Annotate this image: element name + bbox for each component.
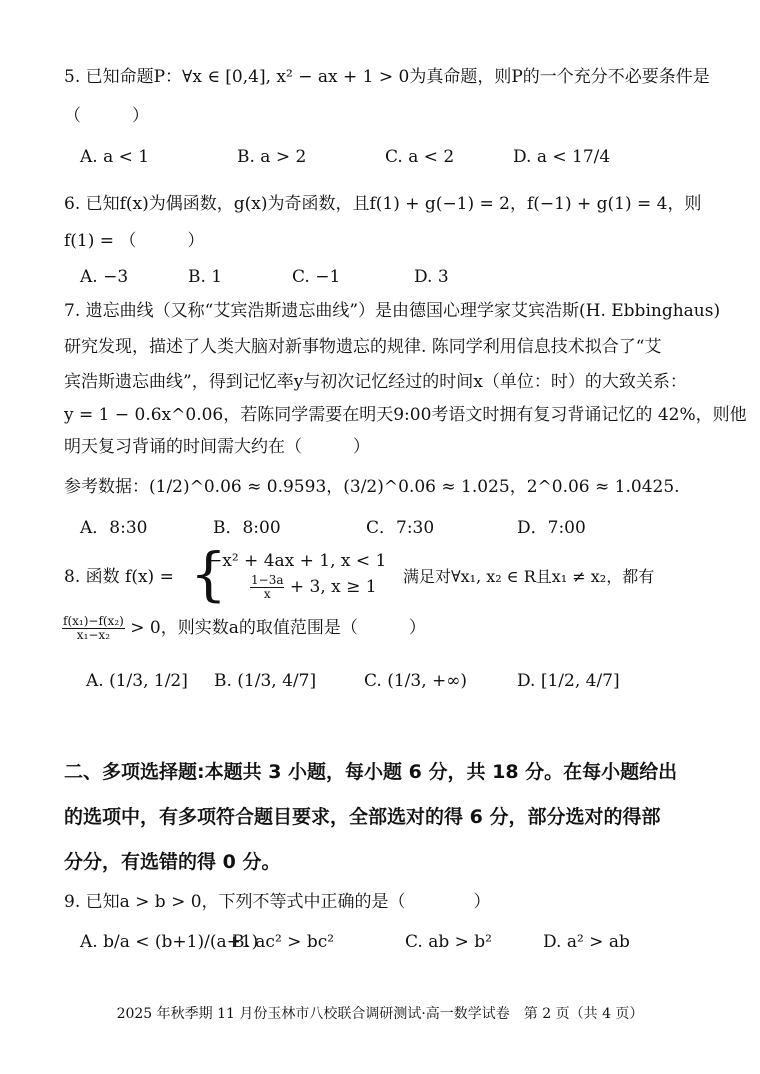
section-2-heading-line-3: 分分，有选错的得 0 分。 (64, 851, 281, 873)
q6-option-b: B. 1 (188, 267, 223, 287)
q7-line-4: y = 1 − 0.6x^0.06，若陈同学需要在明天9:00考语文时拥有复习背诵记忆的 42%，则他 (64, 405, 747, 425)
q8-brace: { (190, 540, 227, 608)
q5-blank: （ ） (64, 106, 149, 126)
q5-option-b: B. a > 2 (237, 147, 307, 167)
q8-piece-1: −x² + 4ax + 1, x < 1 (208, 551, 387, 571)
q9-option-a: A. b/a < (b+1)/(a+1) (80, 932, 259, 952)
q8-condition-text: 满足对∀x₁, x₂ ∈ R且x₁ ≠ x₂，都有 (403, 567, 655, 586)
q5-option-a: A. a < 1 (80, 147, 150, 167)
q6-option-a: A. −3 (80, 267, 129, 287)
q7-reference-data: 参考数据：(1/2)^0.06 ≈ 0.9593，(3/2)^0.06 ≈ 1.025，2^0.06 ≈ 1.0425. (64, 477, 680, 497)
q9-option-d: D. a² > ab (543, 932, 630, 952)
q7-line-5: 明天复习背诵的时间需大约在（ ） (64, 437, 370, 457)
section-2-heading-line-2: 的选项中，有多项符合题目要求，全部选对的得 6 分，部分选对的得部 (64, 806, 661, 828)
q9-option-c: C. ab > b² (405, 932, 492, 952)
q6-option-c: C. −1 (292, 267, 341, 287)
q7-option-b: B．8:00 (213, 518, 281, 538)
q7-line-3: 宾浩斯遗忘曲线”，得到记忆率y与初次记忆经过的时间x（单位：时）的大致关系： (64, 372, 687, 392)
q7-option-c: C．7:30 (366, 518, 435, 538)
q7-line-2: 研究发现，描述了人类大脑对新事物遗忘的规律. 陈同学利用信息技术拟合了“艾 (64, 337, 662, 357)
q8-label: 8. 函数 f(x) = (64, 567, 174, 587)
q8-piece-2-fraction: $\frac{1-3a}{x}$ (251, 573, 284, 601)
q8-piece-2: $\frac{1-3a}{x}$ + 3, x ≥ 1 (251, 573, 377, 601)
page-footer: 2025 年秋季期 11 月份玉林市八校联合调研测试·高一数学试卷 第 2 页（共 4 页） (116, 1006, 644, 1022)
q6-stem-cont: f(1) = （ ） (64, 231, 205, 251)
section-2-heading-line-1: 二、多项选择题:本题共 3 小题，每小题 6 分，共 18 分。在每小题给出 (64, 761, 678, 783)
q8-option-a: A. (1/3, 1/2] (86, 671, 188, 691)
q8-option-c: C. (1/3, +∞) (364, 671, 468, 691)
q8-condition-fraction: $\frac{\text{f(x₁)−f(x₂)}}{\text{x₁−x₂}}$ (63, 614, 124, 642)
q6-option-d: D. 3 (414, 267, 449, 287)
q5-option-c: C. a < 2 (385, 147, 455, 167)
q8-option-d: D. [1/2, 4/7] (517, 671, 620, 691)
q8-condition: $\frac{\text{f(x₁)−f(x₂)}}{\text{x₁−x₂}}$ > 0，则实数a的取值范围是（ ） (63, 614, 426, 642)
q9-option-b: B. ac² > bc² (232, 932, 335, 952)
q7-option-a: A．8:30 (80, 518, 148, 538)
q6-stem: 6. 已知f(x)为偶函数，g(x)为奇函数，且f(1) + g(−1) = 2，f(−1) + g(1) = 4，则 (64, 194, 702, 214)
q9-stem: 9. 已知a > b > 0，下列不等式中正确的是（ ） (64, 892, 491, 912)
q7-option-d: D．7:00 (517, 518, 586, 538)
q7-line-1: 7. 遗忘曲线（又称“艾宾浩斯遗忘曲线”）是由德国心理学家艾宾浩斯(H. Ebbinghaus) (64, 301, 721, 321)
q5-stem: 5. 已知命题P：∀x ∈ [0,4], x² − ax + 1 > 0为真命题，则P的一个充分不必要条件是 (64, 67, 710, 87)
q5-option-d: D. a < 17/4 (513, 147, 611, 167)
q8-option-b: B. (1/3, 4/7] (214, 671, 317, 691)
